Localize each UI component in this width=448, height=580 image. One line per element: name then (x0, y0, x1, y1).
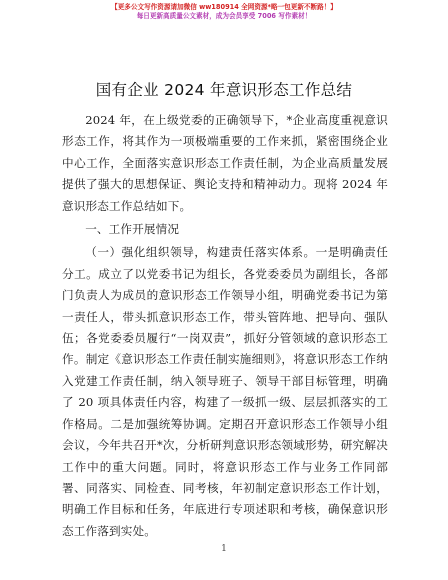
promo-banner (0, 3, 448, 21)
promo-banner-line-1: 【更多公文写作资源请加微信 ww180914 全网资源*略一包更新不断路！】 (111, 3, 337, 11)
page-number: 1 (221, 544, 227, 554)
promo-banner-line-2: 每日更新高质量公文素材，成为会员享受 7006 写作素材！ (136, 12, 312, 20)
intro-paragraph: 2024 年，在上级党委的正确领导下，*企业高度重视意识形态工作，将其作为一项极端重要的工作来抓，紧密围绕企业中心工作，全面落实意识形态工作责任制，为企业高质量发展提供了强大的思想保证、舆论支持和精神动力。现将 2024 年意识形态工作总结如下。 (62, 113, 388, 213)
document-title: 国有企业 2024 年意识形态工作总结 (95, 81, 353, 99)
section-heading: 一、工作开展情况 (85, 222, 180, 237)
body-paragraph: （一）强化组织领导，构建责任落实体系。一是明确责任分工。成立了以党委书记为组长，各党委委员为副组长，各部门负责人为成员的意识形态工作领导小组，明确党委书记为第一责任人，带头抓意识形态工作，带头管阵地、把导向、强队伍；各党委委员履行“一岗双责”，抓好分管领域的意识形态工作。制定《意识形态工作责任制实施细则》，将意识形态工作纳入党建工作责任制，纳入领导班子、领导干部目标管理，明确了 20 项具体责任内容，构建了一级抓一级、层层抓落实的工作格局。二是加强统筹协调。定期召开意识形态工作领导小组会议，今年共召开*次，分析研判意识形态领域形势，研究解决工作中的重大问题。同时，将意识形态工作与业务工作同部署、同落实、同检查、同考核，年初制定意识形态工作计划，明确工作目标和任务，年底进行专项述职和考核，确保意识形态工作落到实处。 (62, 245, 388, 538)
document-body (62, 110, 388, 542)
